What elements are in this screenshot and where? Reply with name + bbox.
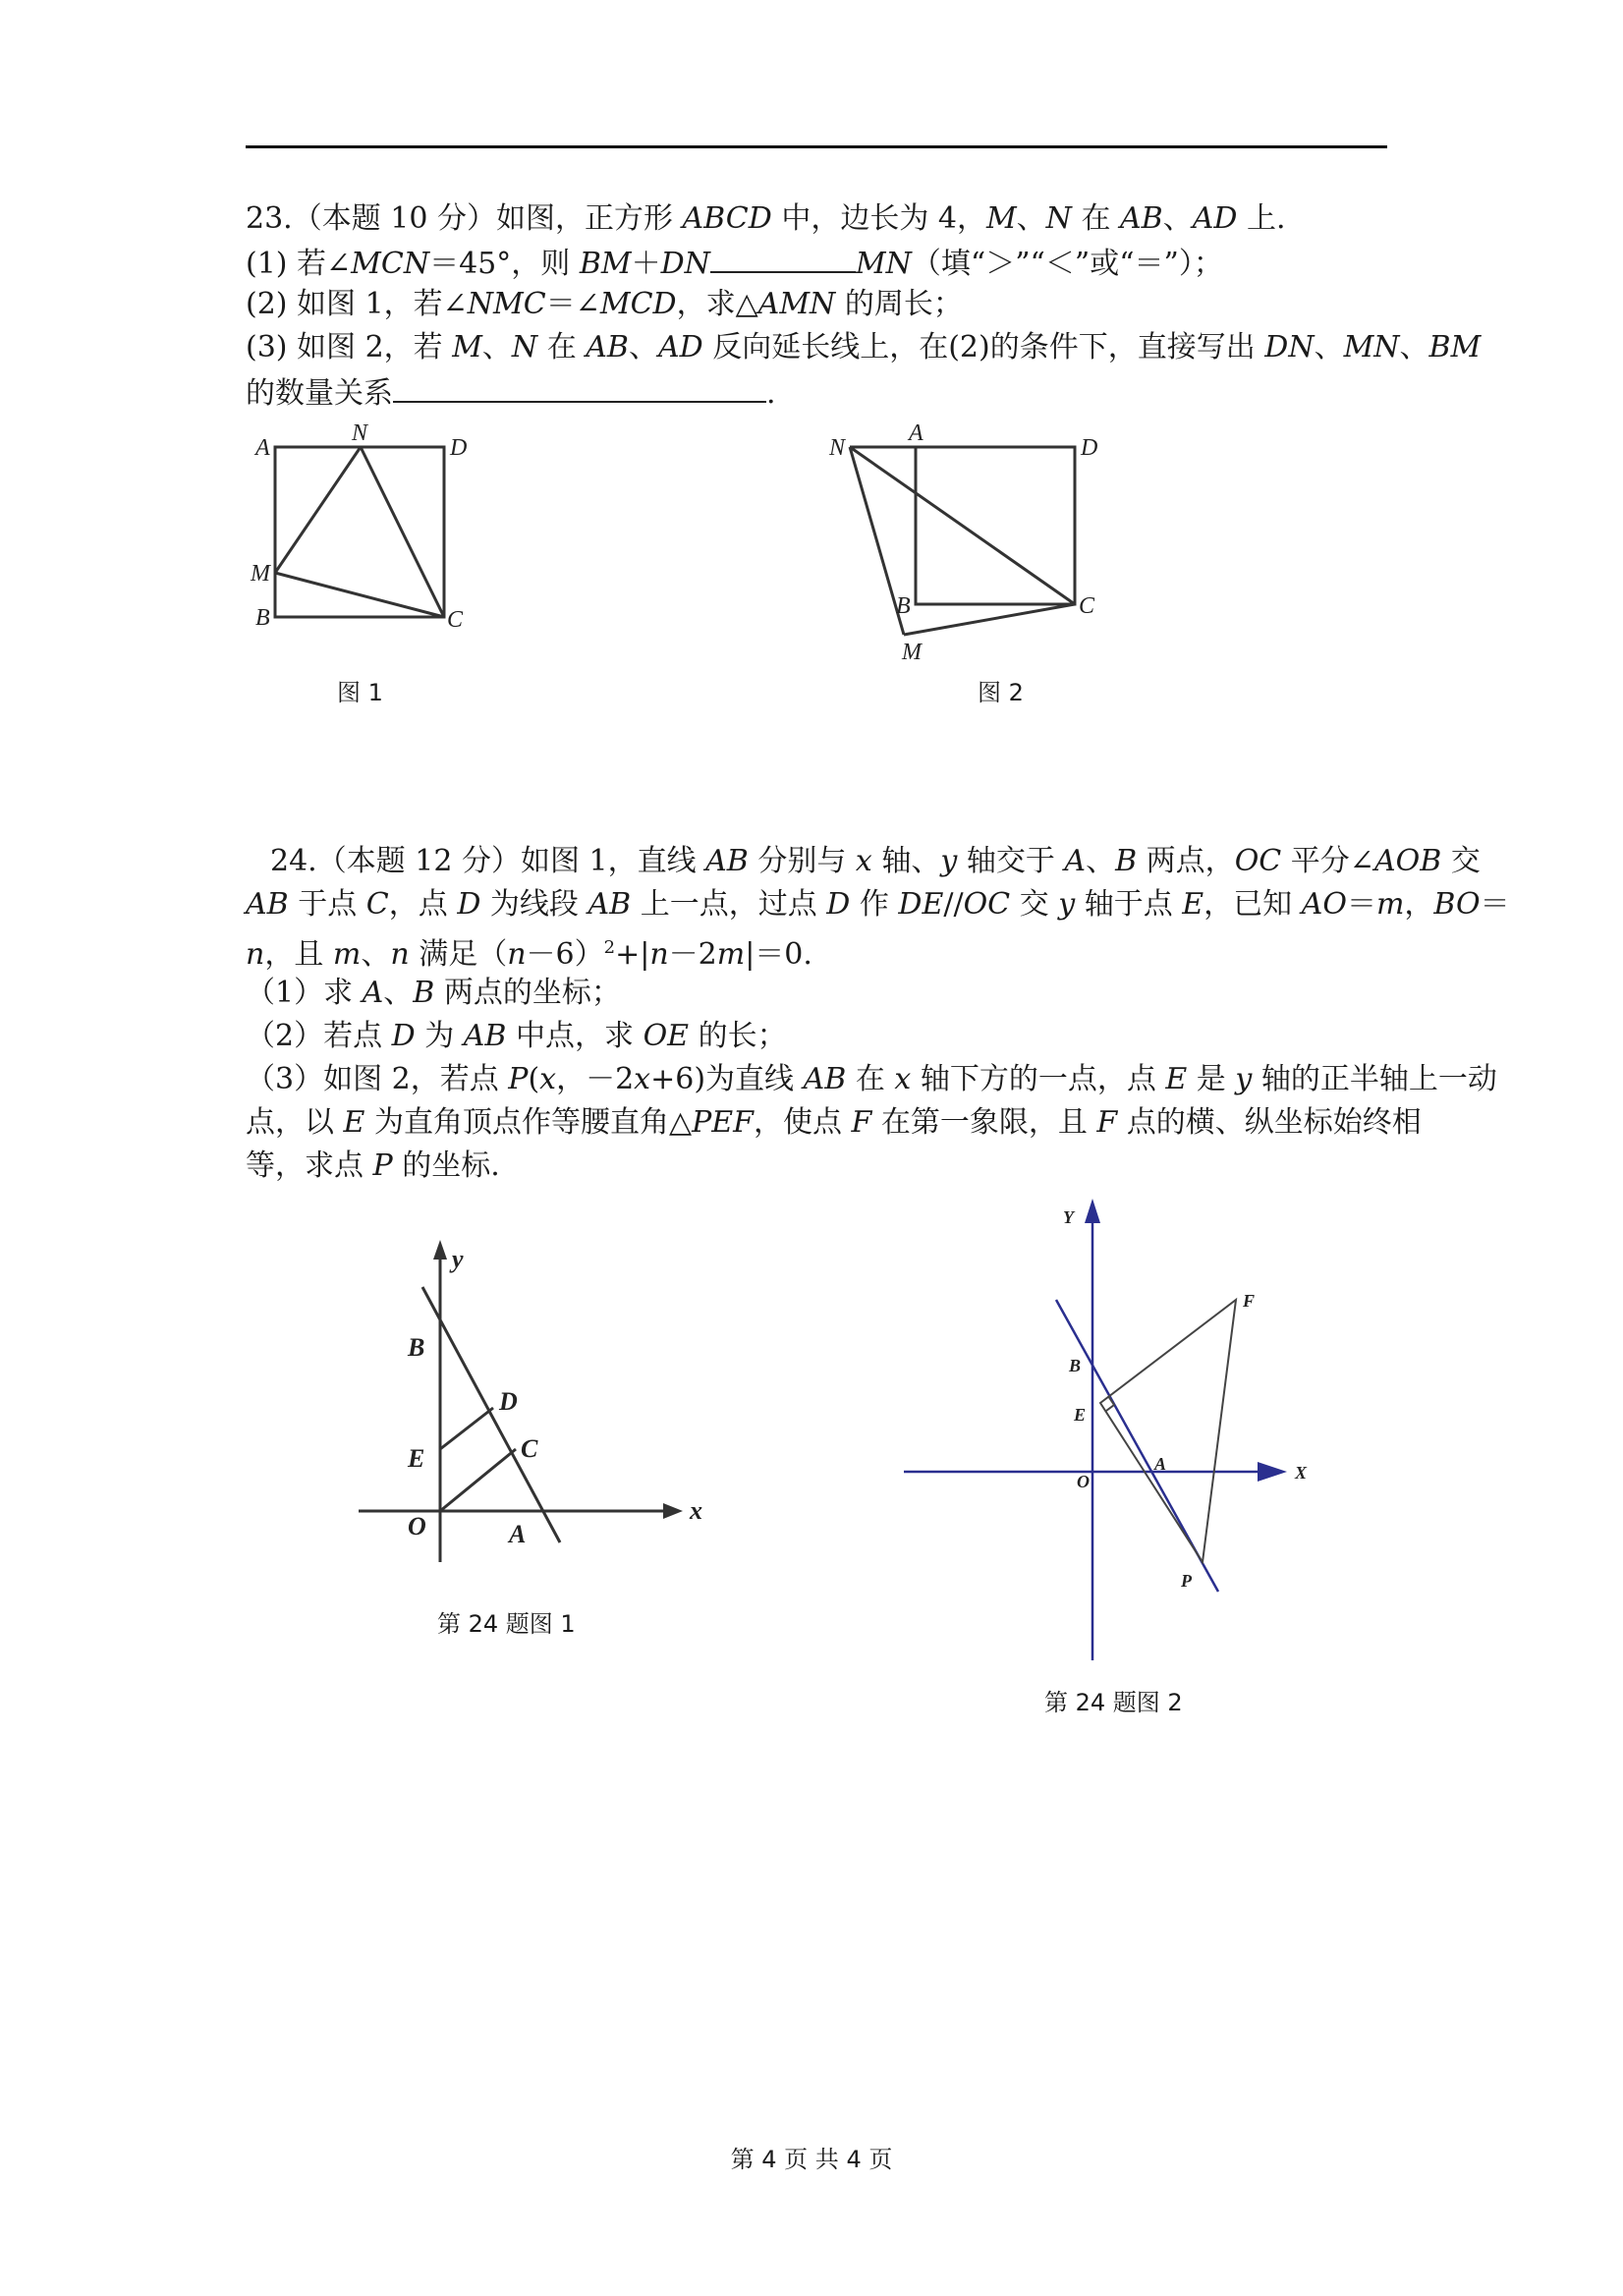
label-a: A [509, 1520, 527, 1548]
label-b: B [896, 593, 911, 619]
page-footer: 第 4 页 共 4 页 [730, 2146, 893, 2173]
label-x: X [1295, 1463, 1308, 1483]
q24-part3-cont1: 点，以 E 为直角顶点作等腰直角△PEF，使点 F 在第一象限，且 F 点的横、纵坐标始终相 [246, 1105, 1422, 1140]
square-abcd [916, 447, 1075, 604]
label-o: O [1077, 1472, 1090, 1491]
label-x: x [690, 1496, 702, 1525]
label-a: A [909, 420, 923, 446]
q24-part3-cont2: 等，求点 P 的坐标. [246, 1148, 500, 1183]
segment-nc [361, 447, 444, 617]
label-m: M [251, 561, 270, 587]
label-a: A [1154, 1454, 1167, 1474]
label-y: y [452, 1245, 464, 1273]
q23-figure-2 [825, 420, 1120, 666]
q24-intro-line2: AB 于点 C，点 D 为线段 AB 上一点，过点 D 作 DE//OC 交 y 轴于点 E，已知 AO＝m，BO＝ [246, 887, 1510, 922]
q24-figure-2 [894, 1199, 1336, 1670]
label-b: B [408, 1333, 425, 1362]
label-n: N [352, 420, 368, 446]
square-abcd [275, 447, 444, 617]
answer-blank [393, 371, 766, 403]
label-c: C [1079, 593, 1095, 619]
y-axis-arrow [1085, 1199, 1100, 1223]
q23-part2: (2) 如图 1，若∠NMC＝∠MCD，求△AMN 的周长； [246, 287, 963, 321]
label-c: C [447, 607, 464, 633]
label-y: Y [1063, 1207, 1074, 1227]
label-e: E [408, 1444, 425, 1473]
y-axis-arrow [433, 1240, 447, 1260]
q24-part3: （3）如图 2，若点 P(x，－2x+6)为直线 AB 在 x 轴下方的一点，点 E 是 y 轴的正半轴上一动 [246, 1062, 1497, 1096]
label-m: M [902, 640, 922, 665]
q23-fig1-caption: 图 1 [337, 679, 383, 706]
segment-nm [275, 447, 361, 573]
label-p: P [1181, 1571, 1192, 1591]
label-a: A [255, 435, 270, 461]
line-ab [422, 1287, 560, 1542]
q24-part2: （2）若点 D 为 AB 中点，求 OE 的长； [246, 1019, 787, 1053]
label-f: F [1243, 1291, 1256, 1311]
q23-fig2-caption: 图 2 [978, 679, 1024, 706]
q23-part3-cont: 的数量关系 . [246, 371, 776, 414]
header-rule [246, 145, 1387, 148]
label-d: D [499, 1387, 518, 1416]
q24-part1: （1）求 A、B 两点的坐标； [246, 976, 621, 1010]
segment-mc [275, 573, 444, 617]
segment-mc [904, 604, 1075, 635]
label-b: B [1069, 1356, 1082, 1375]
label-c: C [521, 1434, 538, 1463]
q23-intro: 23.（本题 10 分）如图，正方形 ABCD 中，边长为 4，M、N 在 AB、AD 上. [246, 201, 1286, 236]
segment-de [440, 1408, 493, 1449]
q24-intro-line3: n，且 m、n 满足$(n-6)^2+|n-2m|=0$. [246, 937, 812, 972]
q24-fig2-caption: 第 24 题图 2 [1044, 1689, 1183, 1716]
label-b: B [255, 605, 270, 631]
triangle-pef [1100, 1300, 1236, 1562]
label-e: E [1074, 1405, 1087, 1425]
q24-fig1-caption: 第 24 题图 1 [437, 1610, 576, 1638]
segment-nc [850, 447, 1075, 604]
label-d: D [450, 435, 468, 461]
answer-blank [710, 242, 856, 273]
label-n: N [829, 435, 846, 461]
q23-figure-1 [246, 420, 481, 637]
x-axis-arrow [663, 1503, 683, 1519]
q23-part3: (3) 如图 2，若 M、N 在 AB、AD 反向延长线上，在(2)的条件下，直接写出 DN、MN、BM [246, 330, 1482, 364]
segment-oc [440, 1449, 516, 1511]
q23-part1: (1) 若∠MCN＝45°，则 BM＋DN MN（填“＞”“＜”或“＝”）； [246, 242, 1223, 284]
label-d: D [1081, 435, 1098, 461]
x-axis-arrow [1258, 1462, 1287, 1482]
q24-intro-line1: 24.（本题 12 分）如图 1，直线 AB 分别与 x 轴、y 轴交于 A、B 两点，OC 平分∠AOB 交 [270, 844, 1481, 878]
label-o: O [408, 1512, 426, 1540]
q24-figure-1 [354, 1245, 717, 1562]
